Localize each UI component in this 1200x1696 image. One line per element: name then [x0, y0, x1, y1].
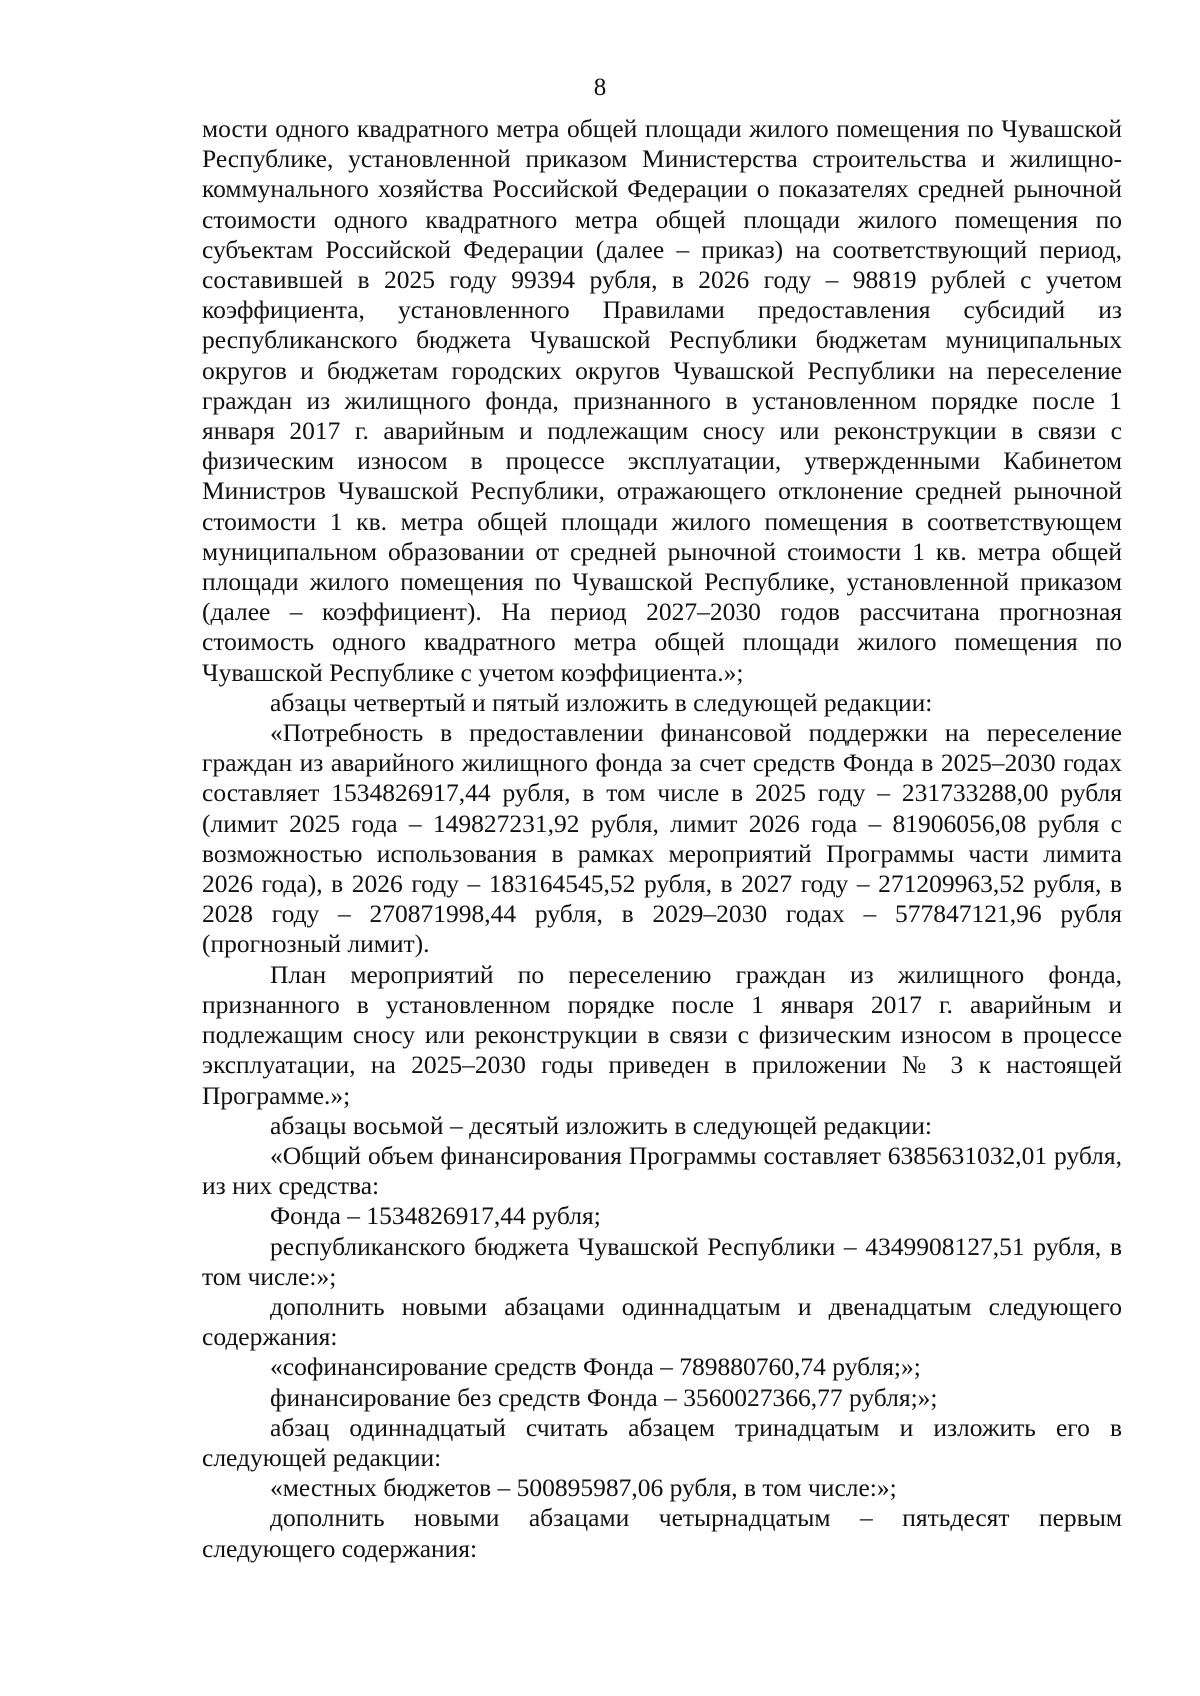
paragraph-fund-amount: Фонда – 1534826917,44 рубля; [270, 1201, 601, 1231]
paragraph-amendment-instruction: абзацы восьмой – десятый изложить в следующей редакции: [270, 1110, 932, 1140]
paragraph-financing-without-fund: финансирование без средств Фонда – 3560027366,77 рубля;»; [270, 1382, 938, 1412]
paragraph-cofinancing: «софинансирование средств Фонда – 789880760,74 рубля;»; [270, 1352, 921, 1382]
paragraph-resettlement-plan: План мероприятий по переселению граждан из жилищного фонда, признанного в установленном порядке после 1 января 2017 г. аварийным и подлежащим сносу или реконструкции в связи с физическим износом в процессе эксплуатации, на 2025–2030 годы приведен в приложении № 3 к настоящей Программе.»; [202, 959, 1122, 1110]
paragraph-fund-need: «Потребность в предоставлении финансовой поддержки на переселение граждан из аварийного жилищного фонда за счет средств Фонда в 2025–2030 годах составляет 1534826917,44 рубля, в том числе в 2025 году – 231733288,00 рубля (лимит 2025 года – 149827231,92 рубля, лимит 2026 года – 81906056,08 рубля с возможностью использования в рамках мероприятий Программы части лимита 2026 года), в 2026 году – 183164545,52 рубля, в 2027 году – 271209963,52 рубля, в 2028 году – 270871998,44 рубля, в 2029–2030 годах – 577847121,96 рубля (прогнозный лимит). [202, 718, 1122, 959]
paragraph-amendment-instruction: абзацы четвертый и пятый изложить в следующей редакции: [270, 687, 933, 717]
paragraph-amendment-instruction: дополнить новыми абзацами одиннадцатым и двенадцатым следующего содержания: [202, 1291, 1122, 1352]
paragraph-amendment-instruction: дополнить новыми абзацами четырнадцатым – пятьдесят первым следующего содержания: [202, 1503, 1122, 1563]
paragraph-local-budgets: «местных бюджетов – 500895987,06 рубля, в том числе:»; [270, 1473, 897, 1503]
paragraph-total-funding: «Общий объем финансирования Программы составляет 6385631032,01 рубля, из них средства: [202, 1140, 1122, 1201]
paragraph-amendment-instruction: абзац одиннадцатый считать абзацем тринадцатым и изложить его в следующей редакции: [202, 1412, 1122, 1472]
document-body [202, 114, 1122, 1564]
paragraph-republican-budget: республиканского бюджета Чувашской Республики – 4349908127,51 рубля, в том числе:»; [202, 1231, 1122, 1291]
page-number: 8 [593, 74, 607, 101]
paragraph-continuation: мости одного квадратного метра общей площади жилого помещения по Чувашской Республике, установленной приказом Министерства строительства и жилищно-коммунального хозяйства Российской Федерации о показателях средней рыночной стоимости одного квадратного метра общей площади жилого помещения по субъектам Российской Федерации (далее – приказ) на соответствующий период, составившей в 2025 году 99394 рубля, в 2026 году – 98819 рублей с учетом коэффициента, установленного Правилами предоставления субсидий из республиканского бюджета Чувашской Республики бюджетам муниципальных округов и бюджетам городских округов Чувашской Республики на переселение граждан из жилищного фонда, признанного в установленном порядке после 1 января 2017 г. аварийным и подлежащим сносу или реконструкции в связи с физическим износом в процессе эксплуатации, утвержденными Кабинетом Министров Чувашской Республики, отражающего отклонение средней рыночной стоимости 1 кв. метра общей площади жилого помещения в соответствующем муниципальном образовании от средней рыночной стоимости 1 кв. метра общей площади жилого помещения по Чувашской Республике, установленной приказом (далее – коэффициент). На период 2027–2030 годов рассчитана прогнозная стоимость одного квадратного метра общей площади жилого помещения по Чувашской Республике с учетом коэффициента.»; [202, 114, 1122, 687]
